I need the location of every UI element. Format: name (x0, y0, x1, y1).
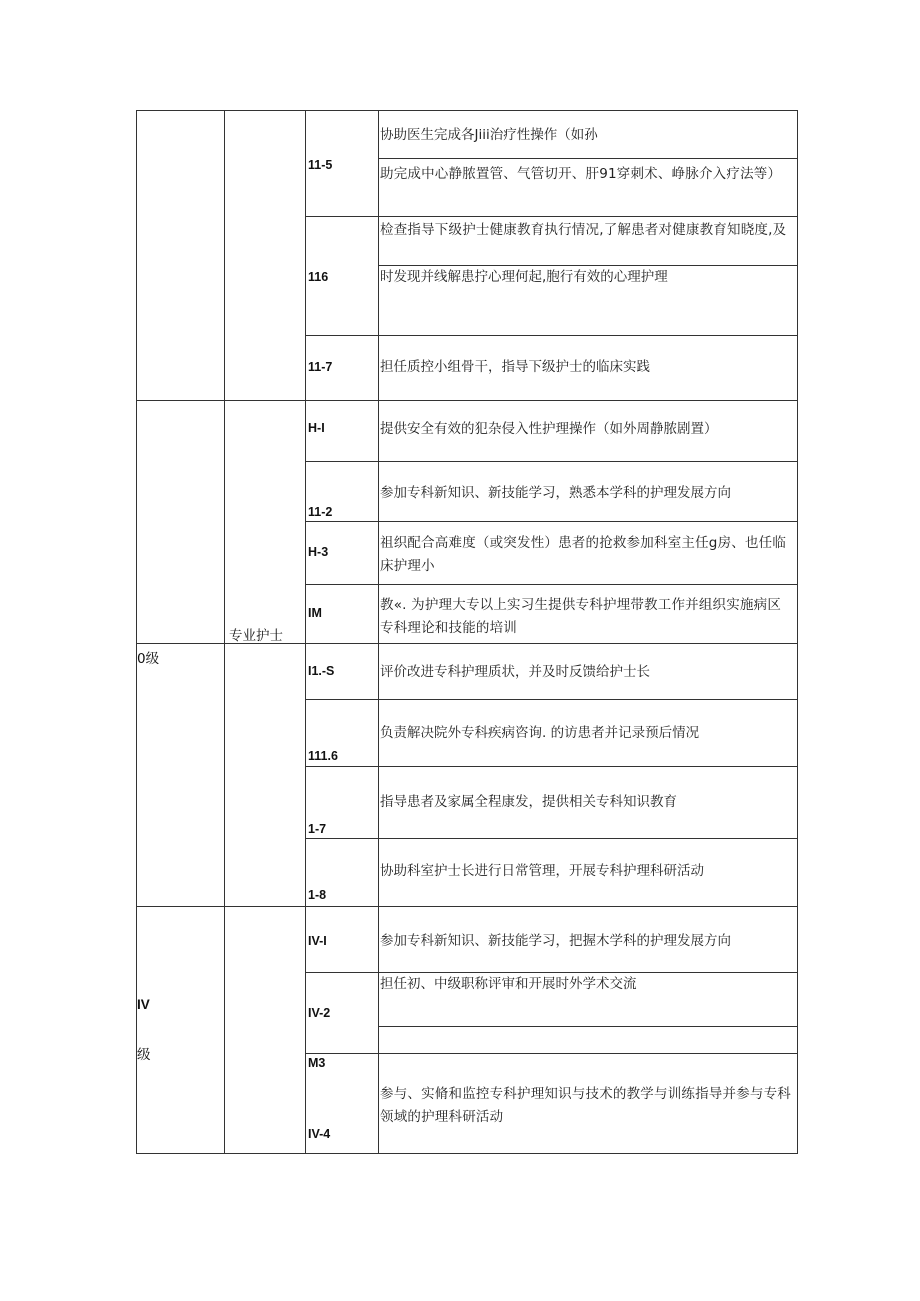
group-divider-1 (136, 400, 798, 401)
task-code: 1-7 (308, 822, 327, 836)
task-text: 担任初、中级职称评审和开展时外学术交流 (380, 976, 637, 992)
task-text: 教«. 为护理大专以上实习生提供专科护埋带教工作并组织实施病区专科理论和技能的培训 (380, 597, 782, 636)
task-text: 参加专科新知识、新技能学习，熟悉本学科的护理发展方向 (380, 485, 731, 501)
task-text: 检查指导下级护士健康教育执行情况,了解患者对健康教育知晓度,及 (380, 222, 787, 238)
table-border-right (797, 110, 798, 1154)
task-text: 担任质控小组骨干，指导下级护士的临床实践 (380, 359, 650, 375)
row-divider (305, 521, 798, 522)
level-label: 0级 (137, 651, 160, 667)
column-divider-3 (378, 110, 379, 1154)
task-text: 指导患者及家属全程康发，提供相关专科知识教育 (380, 794, 677, 810)
task-text: 协助医生完成各Jiii治疗性操作（如孙 (380, 127, 598, 143)
task-code: H-3 (308, 545, 329, 559)
row-divider (305, 1053, 798, 1054)
task-text: 负责解决院外专科疾病咨询. 的访患者并记录预后情况 (380, 725, 700, 741)
task-line-divider (378, 158, 798, 159)
row-divider (305, 838, 798, 839)
row-divider (305, 699, 798, 700)
task-code: IV-2 (308, 1006, 331, 1020)
role-label: 专业护士 (229, 628, 283, 644)
task-line-divider (378, 1026, 798, 1027)
task-text: 协助科室护士长进行日常管理，开展专科护理科研活动 (380, 863, 704, 879)
task-code: H-I (308, 421, 325, 435)
task-code: 1-8 (308, 888, 327, 902)
group-divider-2 (136, 906, 798, 907)
task-code: 111.6 (308, 749, 338, 763)
task-text: 参加专科新知识、新技能学习，把握木学科的护理发展方向 (380, 933, 731, 949)
task-code: IV-4 (308, 1127, 331, 1141)
task-code: IV-I (308, 934, 327, 948)
task-text: 助完成中心静脓置管、气管切开、肝91穿刺术、峥脉介入疗法等） (380, 166, 782, 182)
task-text: 时发现并线解患拧心理何起,胞行有效的心理护理 (380, 269, 668, 285)
table-border-bottom (136, 1153, 798, 1154)
task-code: I1.-S (308, 664, 335, 678)
level-label-suffix: 级 (137, 1047, 151, 1063)
table-border-top (136, 110, 798, 111)
task-text: 参与、实脩和监控专科护理知识与技术的教学与训练指导并参与专科领域的护理科研活动 (380, 1086, 791, 1125)
task-text: 提供安全有效的犯杂侵入性护理操作（如外周静脓剧置） (380, 421, 718, 437)
column-divider-2 (305, 110, 306, 1154)
task-text: 祖织配合高难度（或突发性）患者的抢救参加科室主任g房、也任临床护理小 (380, 535, 787, 574)
row-divider (305, 584, 798, 585)
level-label: IV (137, 997, 150, 1012)
task-code: 11-2 (308, 505, 333, 519)
row-divider (305, 335, 798, 336)
task-code: M3 (308, 1056, 326, 1070)
row-divider (305, 766, 798, 767)
task-code: 116 (308, 270, 329, 284)
column-divider-1 (224, 110, 225, 1154)
row-divider (305, 216, 798, 217)
row-divider (305, 461, 798, 462)
task-code: 11-5 (308, 158, 333, 172)
task-code: 11-7 (308, 360, 333, 374)
task-code: IM (308, 606, 322, 620)
task-text: 评价改进专科护理质状，并及时反馈给护士长 (380, 664, 650, 680)
